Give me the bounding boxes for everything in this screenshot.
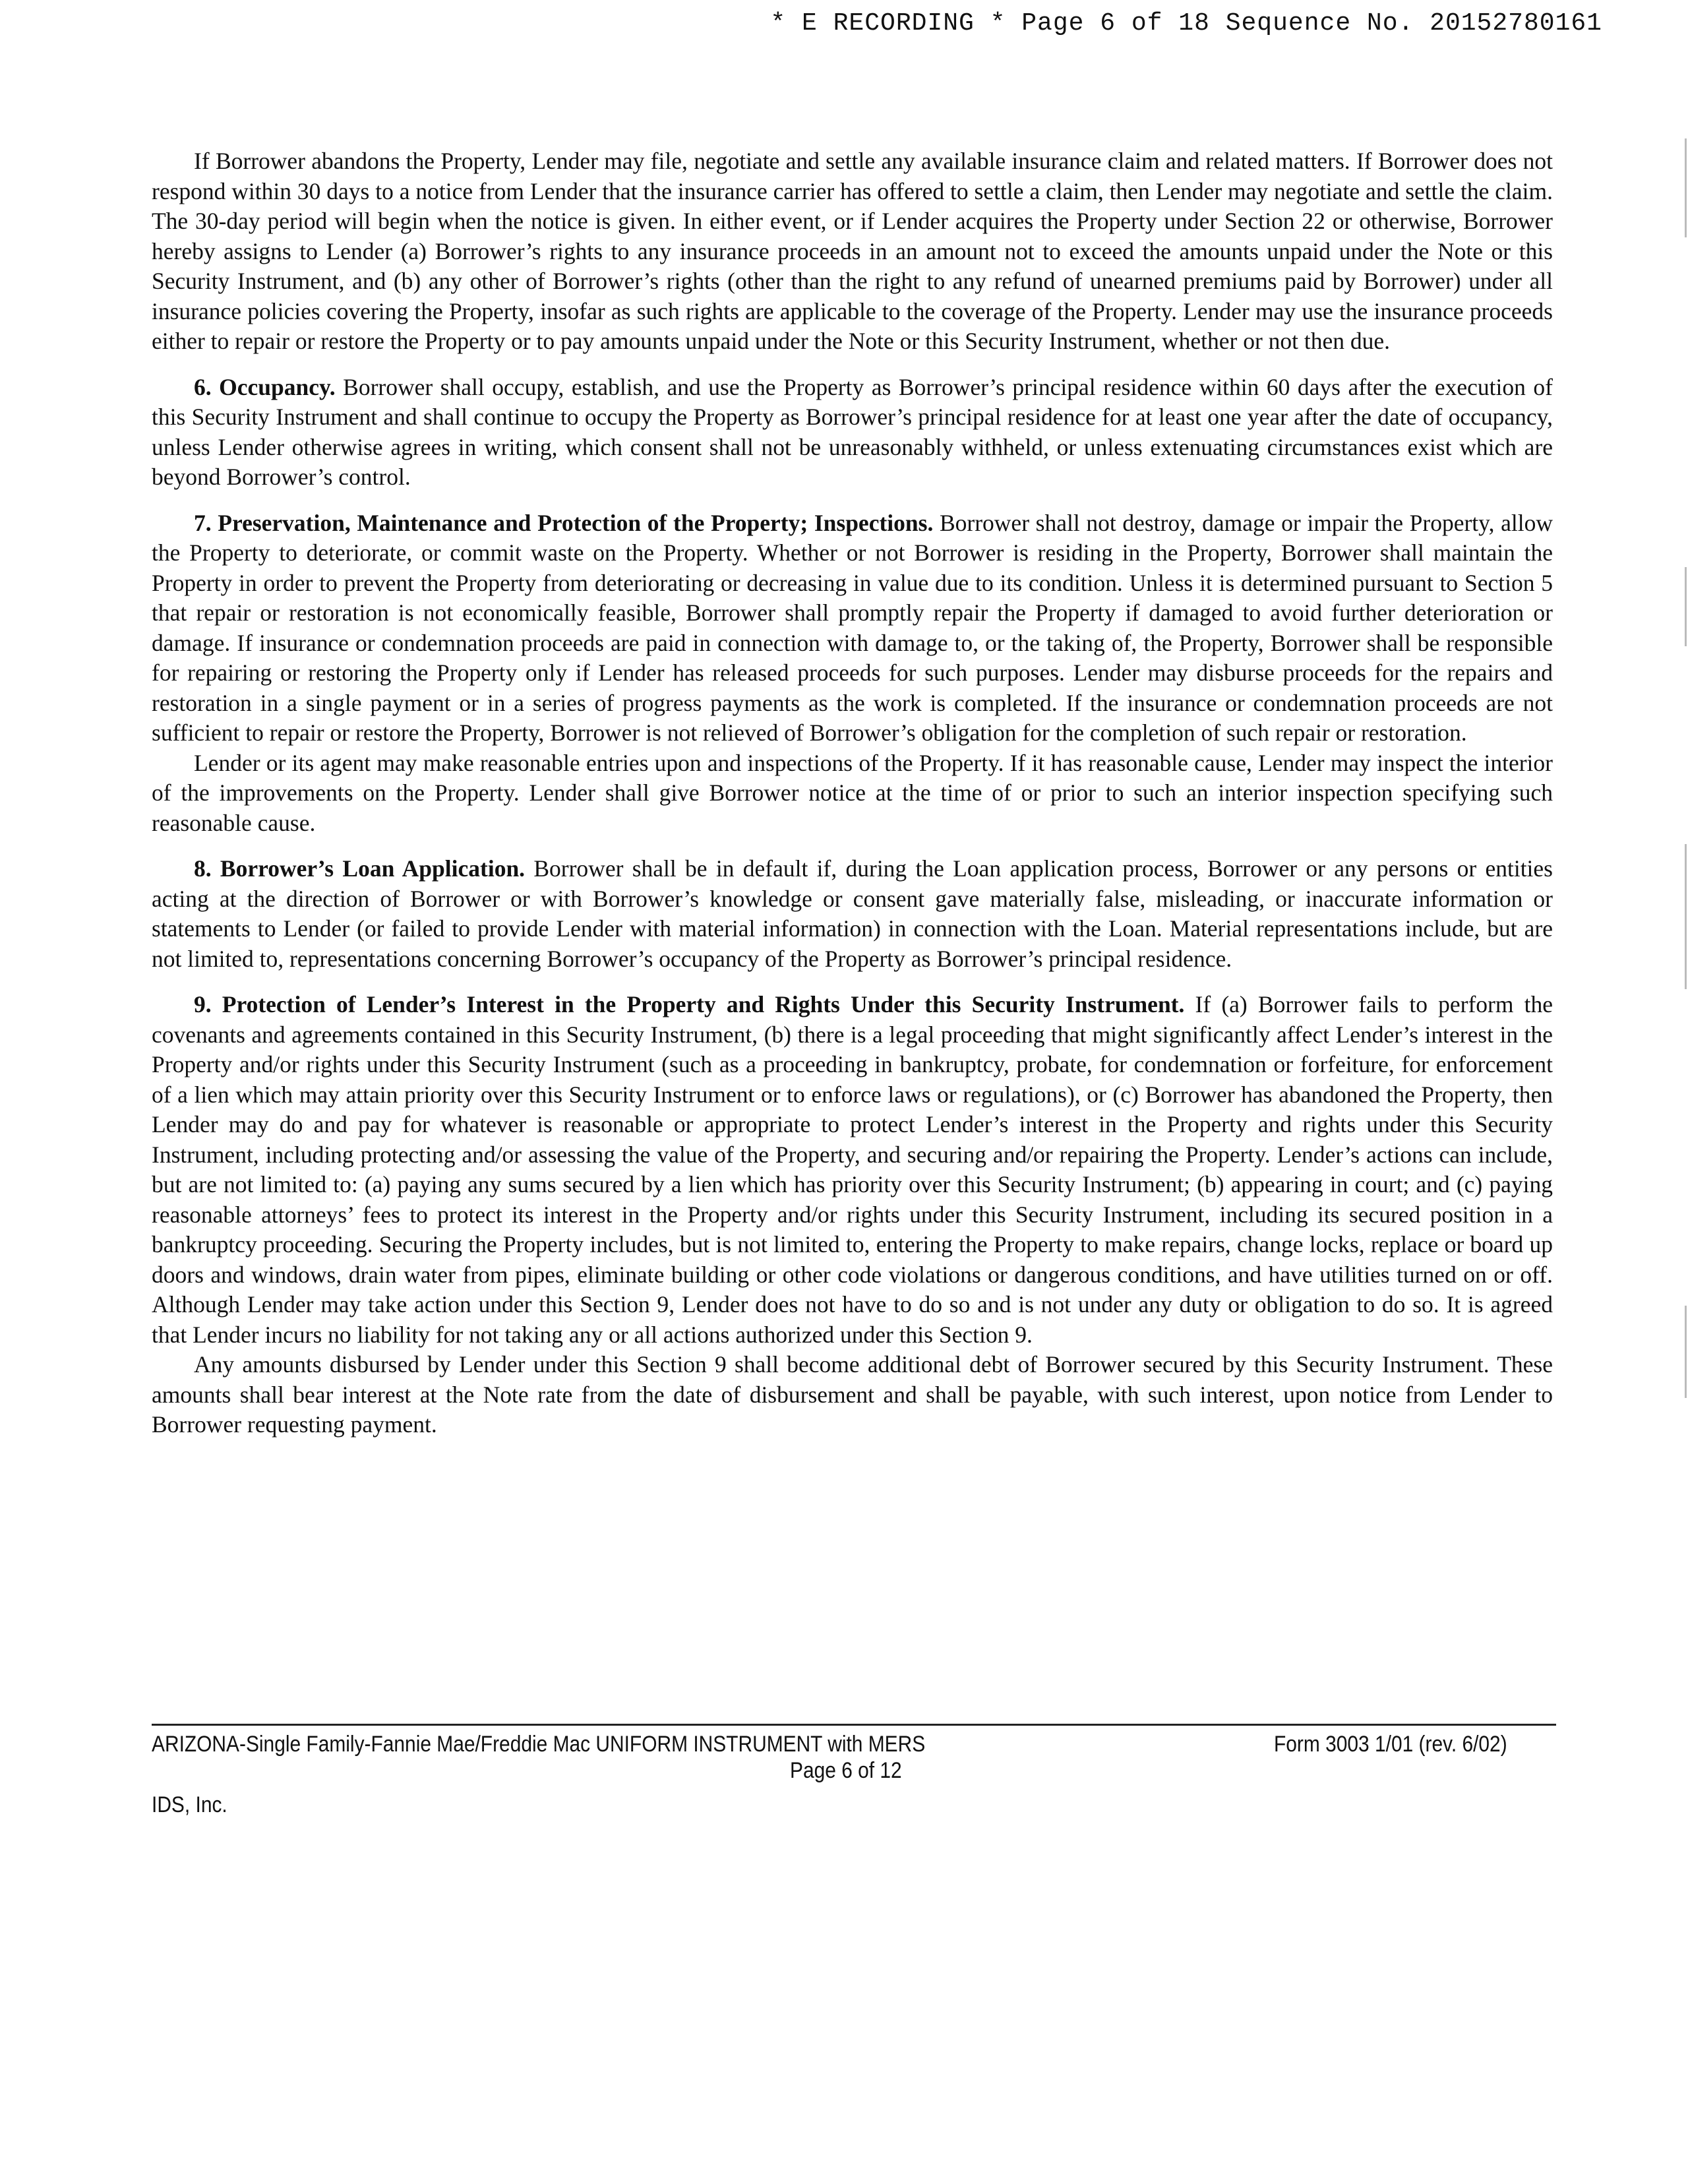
scan-edge-mark (1685, 567, 1687, 646)
scan-edge-mark (1685, 138, 1687, 237)
paragraph-text: Borrower shall be in default if, during the Loan application process, Borrower or any persons or entities acting at the direction of Borrower or with Borrower’s knowledge or consent gave materially false, misleading, or inaccurate information or statements to Lender (or failed to provide Lender with material information) in connection with the Loan. Material representations include, but are not limited to, representations concerning Borrower’s occupancy of the Property as Borrower’s principal residence. (152, 855, 1553, 972)
paragraph-text: Borrower shall not destroy, damage or impair the Property, allow the Property to deteriorate, or commit waste on the Property. Whether or not Borrower is residing in the Property, Borrower shall maintain the Property in order to prevent the Property from deteriorating or decreasing in value due to its condition. Unless it is determined pursuant to Section 5 that repair or restoration is not economically feasible, Borrower shall promptly repair the Property if damaged to avoid further deterioration or damage. If insurance or condemnation proceeds are paid in connection with damage to, or the taking of, the Property, Borrower shall be responsible for repairing or restoring the Property only if Lender has released proceeds for such purposes. Lender may disburse proceeds for the repairs and restoration in a single payment or in a series of progress payments as the work is completed. If the insurance or condemnation proceeds are not sufficient to repair or restore the Property, Borrower is not relieved of Borrower’s obligation for the completion of such repair or restoration. (152, 509, 1553, 746)
section-6-occupancy (152, 373, 1553, 493)
paragraph-text: Any amounts disbursed by Lender under this Section 9 shall become additional debt of Borrower secured by this Security Instrument. These amounts shall bear interest at the Note rate from the date of disbursement and shall be payable, with such interest, upon notice from Lender to Borrower requesting payment. (152, 1351, 1553, 1438)
section-heading: 6. Occupancy. (194, 373, 336, 400)
document-body (152, 146, 1553, 1440)
paragraph-insurance-abandonment (152, 146, 1553, 357)
recording-header: * E RECORDING * Page 6 of 18 Sequence No. 20152780161 (770, 9, 1602, 38)
section-heading: 8. Borrower’s Loan Application. (194, 855, 526, 882)
paragraph-disbursed-amounts (152, 1350, 1553, 1440)
paragraph-text: If (a) Borrower fails to perform the covenants and agreements contained in this Security Instrument, (b) there is a legal proceeding that might significantly affect Lender’s interest in the Property and/or rights under this Security Instrument (such as a proceeding in bankruptcy, probate, for condemnation or forfeiture, for enforcement of a lien which may attain priority over this Security Instrument or to enforce laws or regulations), or (c) Borrower has abandoned the Property, then Lender may do and pay for whatever is reasonable or appropriate to protect Lender’s interest in the Property and rights under this Security Instrument, including protecting and/or assessing the value of the Property, and securing and/or repairing the Property. Lender’s actions can include, but are not limited to: (a) paying any sums secured by a lien which has priority over this Security Instrument; (b) appearing in court; and (c) paying reasonable attorneys’ fees to protect its interest in the Property and/or rights under this Security Instrument, including its secured position in a bankruptcy proceeding. Securing the Property includes, but is not limited to, entering the Property to make repairs, change locks, replace or board up doors and windows, drain water from pipes, eliminate building or other code violations or dangerous conditions, and have utilities turned on or off. Although Lender may take action under this Section 9, Lender does not have to do so and is not under any duty or obligation to do so. It is agreed that Lender incurs no liability for not taking any or all actions authorized under this Section 9. (152, 991, 1553, 1348)
footer-form-number: Form 3003 1/01 (rev. 6/02) (1274, 1732, 1507, 1757)
section-heading: 9. Protection of Lender’s Interest in the Property and Rights Under this Security Instrument. (194, 991, 1185, 1017)
paragraph-inspections (152, 748, 1553, 839)
footer-vendor: IDS, Inc. (152, 1792, 227, 1817)
scan-edge-mark (1685, 1306, 1687, 1398)
footer-divider (152, 1724, 1556, 1726)
section-9-protection (152, 990, 1553, 1350)
footer-form-title: ARIZONA-Single Family-Fannie Mae/Freddie Mac UNIFORM INSTRUMENT with MERS (152, 1732, 926, 1757)
paragraph-text: Borrower shall occupy, establish, and use the Property as Borrower’s principal residence within 60 days after the execution of this Security Instrument and shall continue to occupy the Property as Borrower’s principal residence for at least one year after the date of occupancy, unless Lender otherwise agrees in writing, which consent shall not be unreasonably withheld, or unless extenuating circumstances exist which are beyond Borrower’s control. (152, 373, 1553, 490)
section-heading: 7. Preservation, Maintenance and Protection of the Property; Inspections. (194, 509, 934, 536)
section-8-loan-application (152, 854, 1553, 974)
section-7-preservation (152, 508, 1553, 748)
scan-edge-mark (1685, 844, 1687, 989)
paragraph-text: Lender or its agent may make reasonable entries upon and inspections of the Property. If it has reasonable cause, Lender may inspect the interior of the improvements on the Property. Lender shall give Borrower notice at the time of or prior to such an interior inspection specifying such reasonable cause. (152, 749, 1553, 836)
paragraph-text: If Borrower abandons the Property, Lender may file, negotiate and settle any available insurance claim and related matters. If Borrower does not respond within 30 days to a notice from Lender that the insurance carrier has offered to settle a claim, then Lender may negotiate and settle the claim. The 30-day period will begin when the notice is given. In either event, or if Lender acquires the Property under Section 22 or otherwise, Borrower hereby assigns to Lender (a) Borrower’s rights to any insurance proceeds in an amount not to exceed the amounts unpaid under the Note or this Security Instrument, and (b) any other of Borrower’s rights (other than the right to any refund of unearned premiums paid by Borrower) under all insurance policies covering the Property, insofar as such rights are applicable to the coverage of the Property. Lender may use the insurance proceeds either to repair or restore the Property or to pay amounts unpaid under the Note or this Security Instrument, whether or not then due. (152, 148, 1553, 354)
footer-page-number: Page 6 of 12 (790, 1758, 902, 1783)
